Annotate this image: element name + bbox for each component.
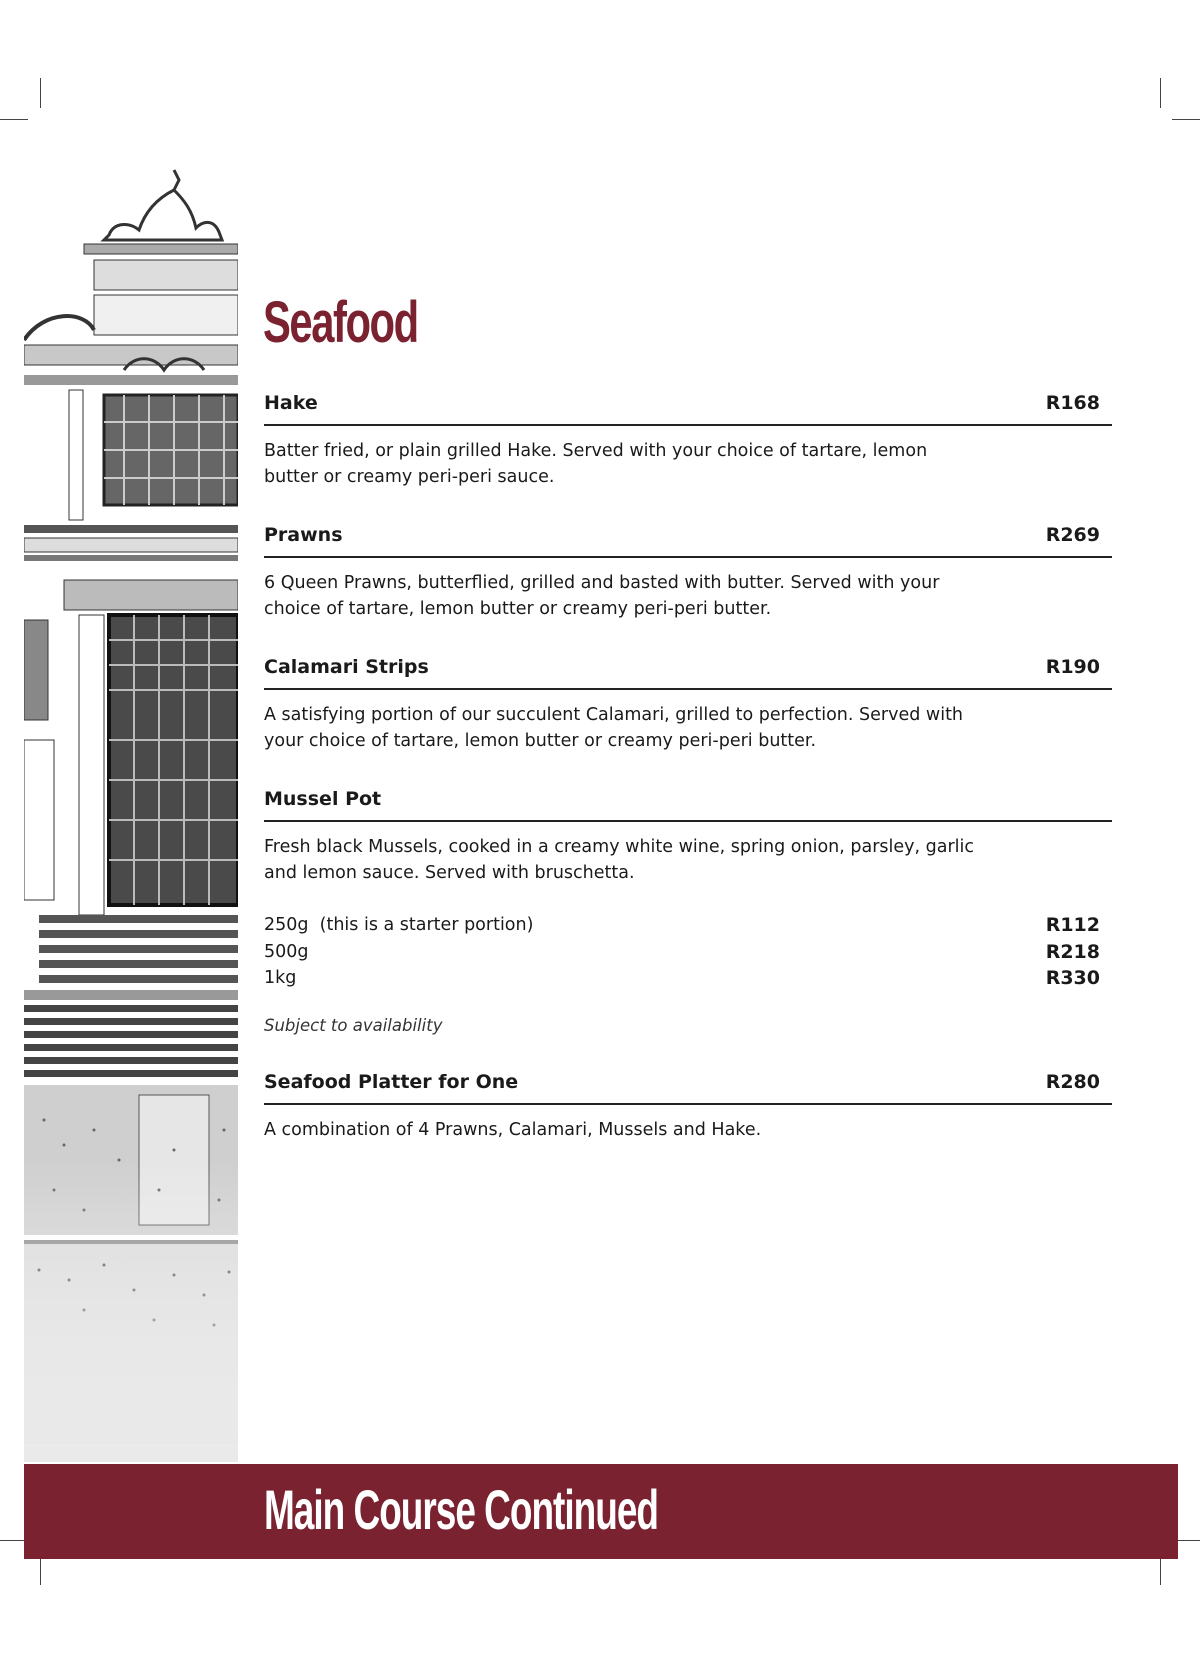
crop-mark	[1160, 1555, 1161, 1585]
crop-mark	[1160, 78, 1161, 108]
menu-item	[264, 768, 1112, 1035]
item-name: Seafood Platter for One	[264, 1070, 519, 1093]
item-description: 6 Queen Prawns, butterflied, grilled and basted with butter. Served with your choice of tartare, lemon butter or creamy peri-peri butter.	[264, 573, 940, 619]
item-header	[264, 372, 1112, 426]
crop-mark	[0, 119, 28, 120]
portion-size: 1kg	[264, 968, 297, 988]
item-header	[264, 1051, 1112, 1105]
menu-items	[264, 372, 1112, 1143]
portion-row	[264, 912, 1112, 939]
item-header	[264, 504, 1112, 558]
item-price: R168	[1045, 392, 1100, 414]
item-header	[264, 636, 1112, 690]
menu-item	[264, 1051, 1112, 1143]
item-description: Fresh black Mussels, cooked in a creamy white wine, spring onion, parsley, garlic and lemon sauce. Served with bruschetta.	[264, 837, 974, 883]
footer-banner-title: Main Course Continued	[264, 1478, 658, 1541]
portion-price: R112	[1045, 914, 1100, 936]
item-price: R280	[1045, 1070, 1100, 1093]
item-name: Hake	[264, 392, 318, 414]
section-title: Seafood	[263, 290, 418, 355]
item-name: Prawns	[264, 524, 343, 546]
portion-size: 250g (this is a starter portion)	[264, 915, 534, 935]
menu-item	[264, 504, 1112, 622]
item-name: Mussel Pot	[264, 788, 382, 810]
item-description: A satisfying portion of our succulent Calamari, grilled to perfection. Served with your choice of tartare, lemon butter or creamy peri-peri butter.	[264, 705, 964, 751]
crop-mark	[40, 1555, 41, 1585]
portion-list	[264, 912, 1112, 992]
building-illustration	[24, 160, 238, 1462]
portion-row	[264, 965, 1112, 992]
availability-note: Subject to availability	[264, 1015, 443, 1035]
crop-mark	[1172, 119, 1200, 120]
menu-item	[264, 372, 1112, 490]
portion-price: R218	[1045, 940, 1100, 963]
item-description: Batter fried, or plain grilled Hake. Served with your choice of tartare, lemon butter or creamy peri-peri sauce.	[264, 441, 928, 487]
item-price: R269	[1045, 524, 1100, 546]
portion-price: R330	[1045, 967, 1100, 989]
footer-banner	[24, 1464, 1178, 1559]
portion-size: 500g	[264, 941, 309, 962]
portion-row	[264, 939, 1112, 966]
item-name: Calamari Strips	[264, 656, 429, 678]
item-header	[264, 768, 1112, 822]
crop-mark	[40, 78, 41, 108]
menu-item	[264, 636, 1112, 754]
item-price: R190	[1045, 656, 1100, 678]
item-description: A combination of 4 Prawns, Calamari, Mussels and Hake.	[264, 1119, 762, 1140]
